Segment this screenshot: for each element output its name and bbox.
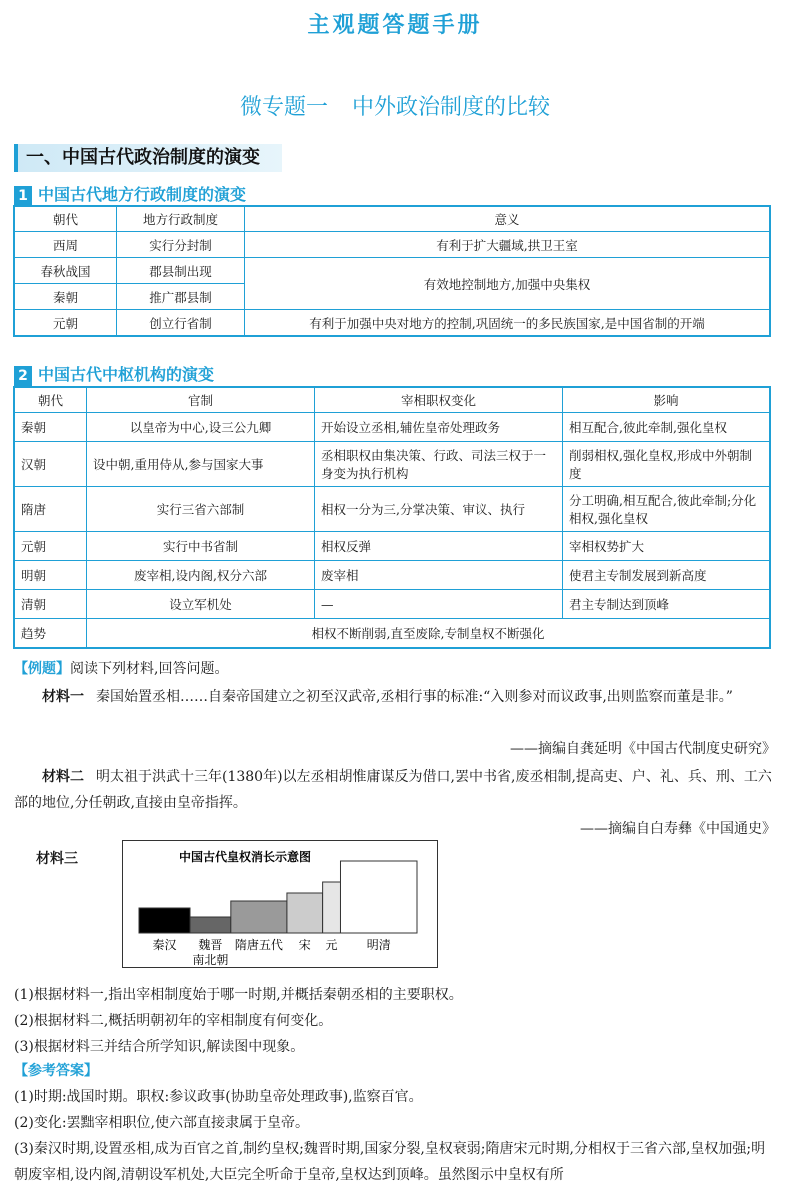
- table-cell: 秦朝: [15, 413, 87, 442]
- table-row: [15, 413, 770, 442]
- material-two-label: 材料二: [42, 769, 84, 785]
- table-cell: 西周: [15, 232, 117, 258]
- chart-bar-2: [231, 901, 287, 933]
- section-name: 中外政治制度的比较: [352, 95, 551, 120]
- table-cell: 实行分封制: [117, 232, 245, 258]
- material-two-text: 明太祖于洪武十三年(1380年)以左丞相胡惟庸谋反为借口,罢中书省,废丞相制,提高吏、户、礼、兵、刑、工六部的地位,分任朝政,直接由皇帝指挥。: [14, 769, 772, 811]
- table-header: 意义: [245, 207, 770, 232]
- part1-number: 1: [14, 186, 32, 206]
- table-cell: 汉朝: [15, 442, 87, 487]
- table-header: 宰相职权变化: [315, 388, 563, 413]
- chart-bar-5: [340, 861, 417, 933]
- chart-svg: [123, 841, 437, 967]
- answer-tag: [14, 1058, 776, 1084]
- table-cell: 推广郡县制: [117, 284, 245, 310]
- table-cell: 隋唐: [15, 487, 87, 532]
- part2-heading: [14, 364, 214, 386]
- table-row: [15, 232, 770, 258]
- table-cell: 有效地控制地方,加强中央集权: [245, 258, 770, 310]
- page-header: 主观题答题手册: [307, 12, 483, 38]
- table-cell: 丞相职权由集决策、行政、司法三权于一身变为执行机构: [315, 442, 563, 487]
- imperial-power-chart: [122, 840, 438, 968]
- table-header: 朝代: [15, 207, 117, 232]
- chart-category-label: 宋: [298, 938, 311, 952]
- chart-category-label: 隋唐五代: [234, 938, 283, 952]
- table-cell: 使君主专制发展到新高度: [563, 561, 770, 590]
- table-row: [15, 561, 770, 590]
- table-cell: 设立军机处: [87, 590, 315, 619]
- table-row: [15, 532, 770, 561]
- chart-category-label: 元: [325, 938, 338, 952]
- part2-title: 中国古代中枢机构的演变: [38, 365, 215, 384]
- answer-1: (1)时期:战国时期。职权:参议政事(协助皇帝处理政事),监察百官。: [14, 1089, 423, 1105]
- table-cell: 以皇帝为中心,设三公九卿: [87, 413, 315, 442]
- section-title: [0, 90, 790, 121]
- section-prefix: 微专题一: [239, 95, 328, 120]
- chart-category-label: 魏晋南北朝: [192, 938, 229, 967]
- part1-title: 中国古代地方行政制度的演变: [38, 185, 247, 204]
- table-row: [15, 310, 770, 336]
- table-row: [15, 258, 770, 284]
- table-header: 地方行政制度: [117, 207, 245, 232]
- material-one-text: 秦国始置丞相……自秦帝国建立之初至汉武帝,丞相行事的标准:“入则参对而议政事,出则监察而董是非。”: [96, 689, 733, 705]
- table-cell: 清朝: [15, 590, 87, 619]
- table-cell: 开始设立丞相,辅佐皇帝处理政务: [315, 413, 563, 442]
- part1-heading: [14, 184, 246, 206]
- table-cell: 明朝: [15, 561, 87, 590]
- table-cell: 创立行省制: [117, 310, 245, 336]
- table-header: 朝代: [15, 388, 87, 413]
- question-1: (1)根据材料一,指出宰相制度始于哪一时期,并概括秦朝丞相的主要职权。: [14, 987, 463, 1003]
- answer-2: (2)变化:罢黜宰相职位,使六部直接隶属于皇帝。: [14, 1115, 309, 1131]
- chart-title: 中国古代皇权消长示意图: [178, 850, 312, 864]
- table-cell: 有利于扩大疆域,拱卫王室: [245, 232, 770, 258]
- material-three-label: 材料三: [36, 851, 78, 867]
- part2-number: 2: [14, 366, 32, 386]
- table-header: 影响: [563, 388, 770, 413]
- question-3: (3)根据材料三并结合所学知识,解读图中现象。: [14, 1039, 305, 1055]
- table-cell: 郡县制出现: [117, 258, 245, 284]
- topic-banner: 一、中国古代政治制度的演变: [14, 144, 282, 172]
- table-cell: 设中朝,重用侍从,参与国家大事: [87, 442, 315, 487]
- table-row: [15, 619, 770, 648]
- table-cell: 相权反弹: [315, 532, 563, 561]
- answer-3: (3)秦汉时期,设置丞相,成为百官之首,制约皇权;魏晋时期,国家分裂,皇权衰弱;隋唐宋元时期,分相权于三省六部,皇权加强;明朝废宰相,设内阁,清朝设军机处,大臣完全听命于皇帝,皇权达到顶峰。虽然图示中皇权有所: [14, 1141, 766, 1183]
- chart-bar-1: [190, 917, 231, 933]
- example-tag: 【例题】: [14, 661, 70, 677]
- material-one-source: ——摘编自龚延明《中国古代制度史研究》: [510, 741, 776, 757]
- table-cell: —: [315, 590, 563, 619]
- table-header: 官制: [87, 388, 315, 413]
- table-cell: 相互配合,彼此牵制,强化皇权: [563, 413, 770, 442]
- table-cell: 废宰相: [315, 561, 563, 590]
- material-two-source: ——摘编自白寿彝《中国通史》: [580, 821, 776, 837]
- example-intro-text: 阅读下列材料,回答问题。: [70, 661, 229, 677]
- chart-bar-4: [323, 882, 341, 933]
- table-cell: 废宰相,设内阁,权分六部: [87, 561, 315, 590]
- central-org-table: [14, 387, 770, 648]
- chart-category-label: 秦汉: [152, 938, 177, 952]
- table-cell: 元朝: [15, 310, 117, 336]
- table-cell: 有利于加强中央对地方的控制,巩固统一的多民族国家,是中国省制的开端: [245, 310, 770, 336]
- material-two: [14, 764, 776, 816]
- table-cell: 秦朝: [15, 284, 117, 310]
- question-2: (2)根据材料二,概括明朝初年的宰相制度有何变化。: [14, 1013, 333, 1029]
- table-cell: 削弱相权,强化皇权,形成中外朝制度: [563, 442, 770, 487]
- table-row: [15, 487, 770, 532]
- material-one: [14, 684, 776, 710]
- chart-bar-3: [287, 893, 323, 933]
- table-cell: 宰相权势扩大: [563, 532, 770, 561]
- chart-bar-0: [139, 908, 190, 933]
- table-cell: 实行中书省制: [87, 532, 315, 561]
- table-row: [15, 590, 770, 619]
- example-intro: [14, 656, 776, 682]
- table-cell: 春秋战国: [15, 258, 117, 284]
- table-cell: 君主专制达到顶峰: [563, 590, 770, 619]
- table-cell: 实行三省六部制: [87, 487, 315, 532]
- table-row: [15, 442, 770, 487]
- table-cell: 趋势: [15, 619, 87, 648]
- table-cell: 相权不断削弱,直至废除,专制皇权不断强化: [87, 619, 770, 648]
- table-cell: 分工明确,相互配合,彼此牵制;分化相权,强化皇权: [563, 487, 770, 532]
- table-cell: 元朝: [15, 532, 87, 561]
- material-one-label: 材料一: [42, 689, 84, 705]
- answer-tag-text: 【参考答案】: [14, 1063, 98, 1079]
- local-admin-table: [14, 206, 770, 336]
- chart-category-label: 明清: [366, 938, 391, 952]
- table-cell: 相权一分为三,分掌决策、审议、执行: [315, 487, 563, 532]
